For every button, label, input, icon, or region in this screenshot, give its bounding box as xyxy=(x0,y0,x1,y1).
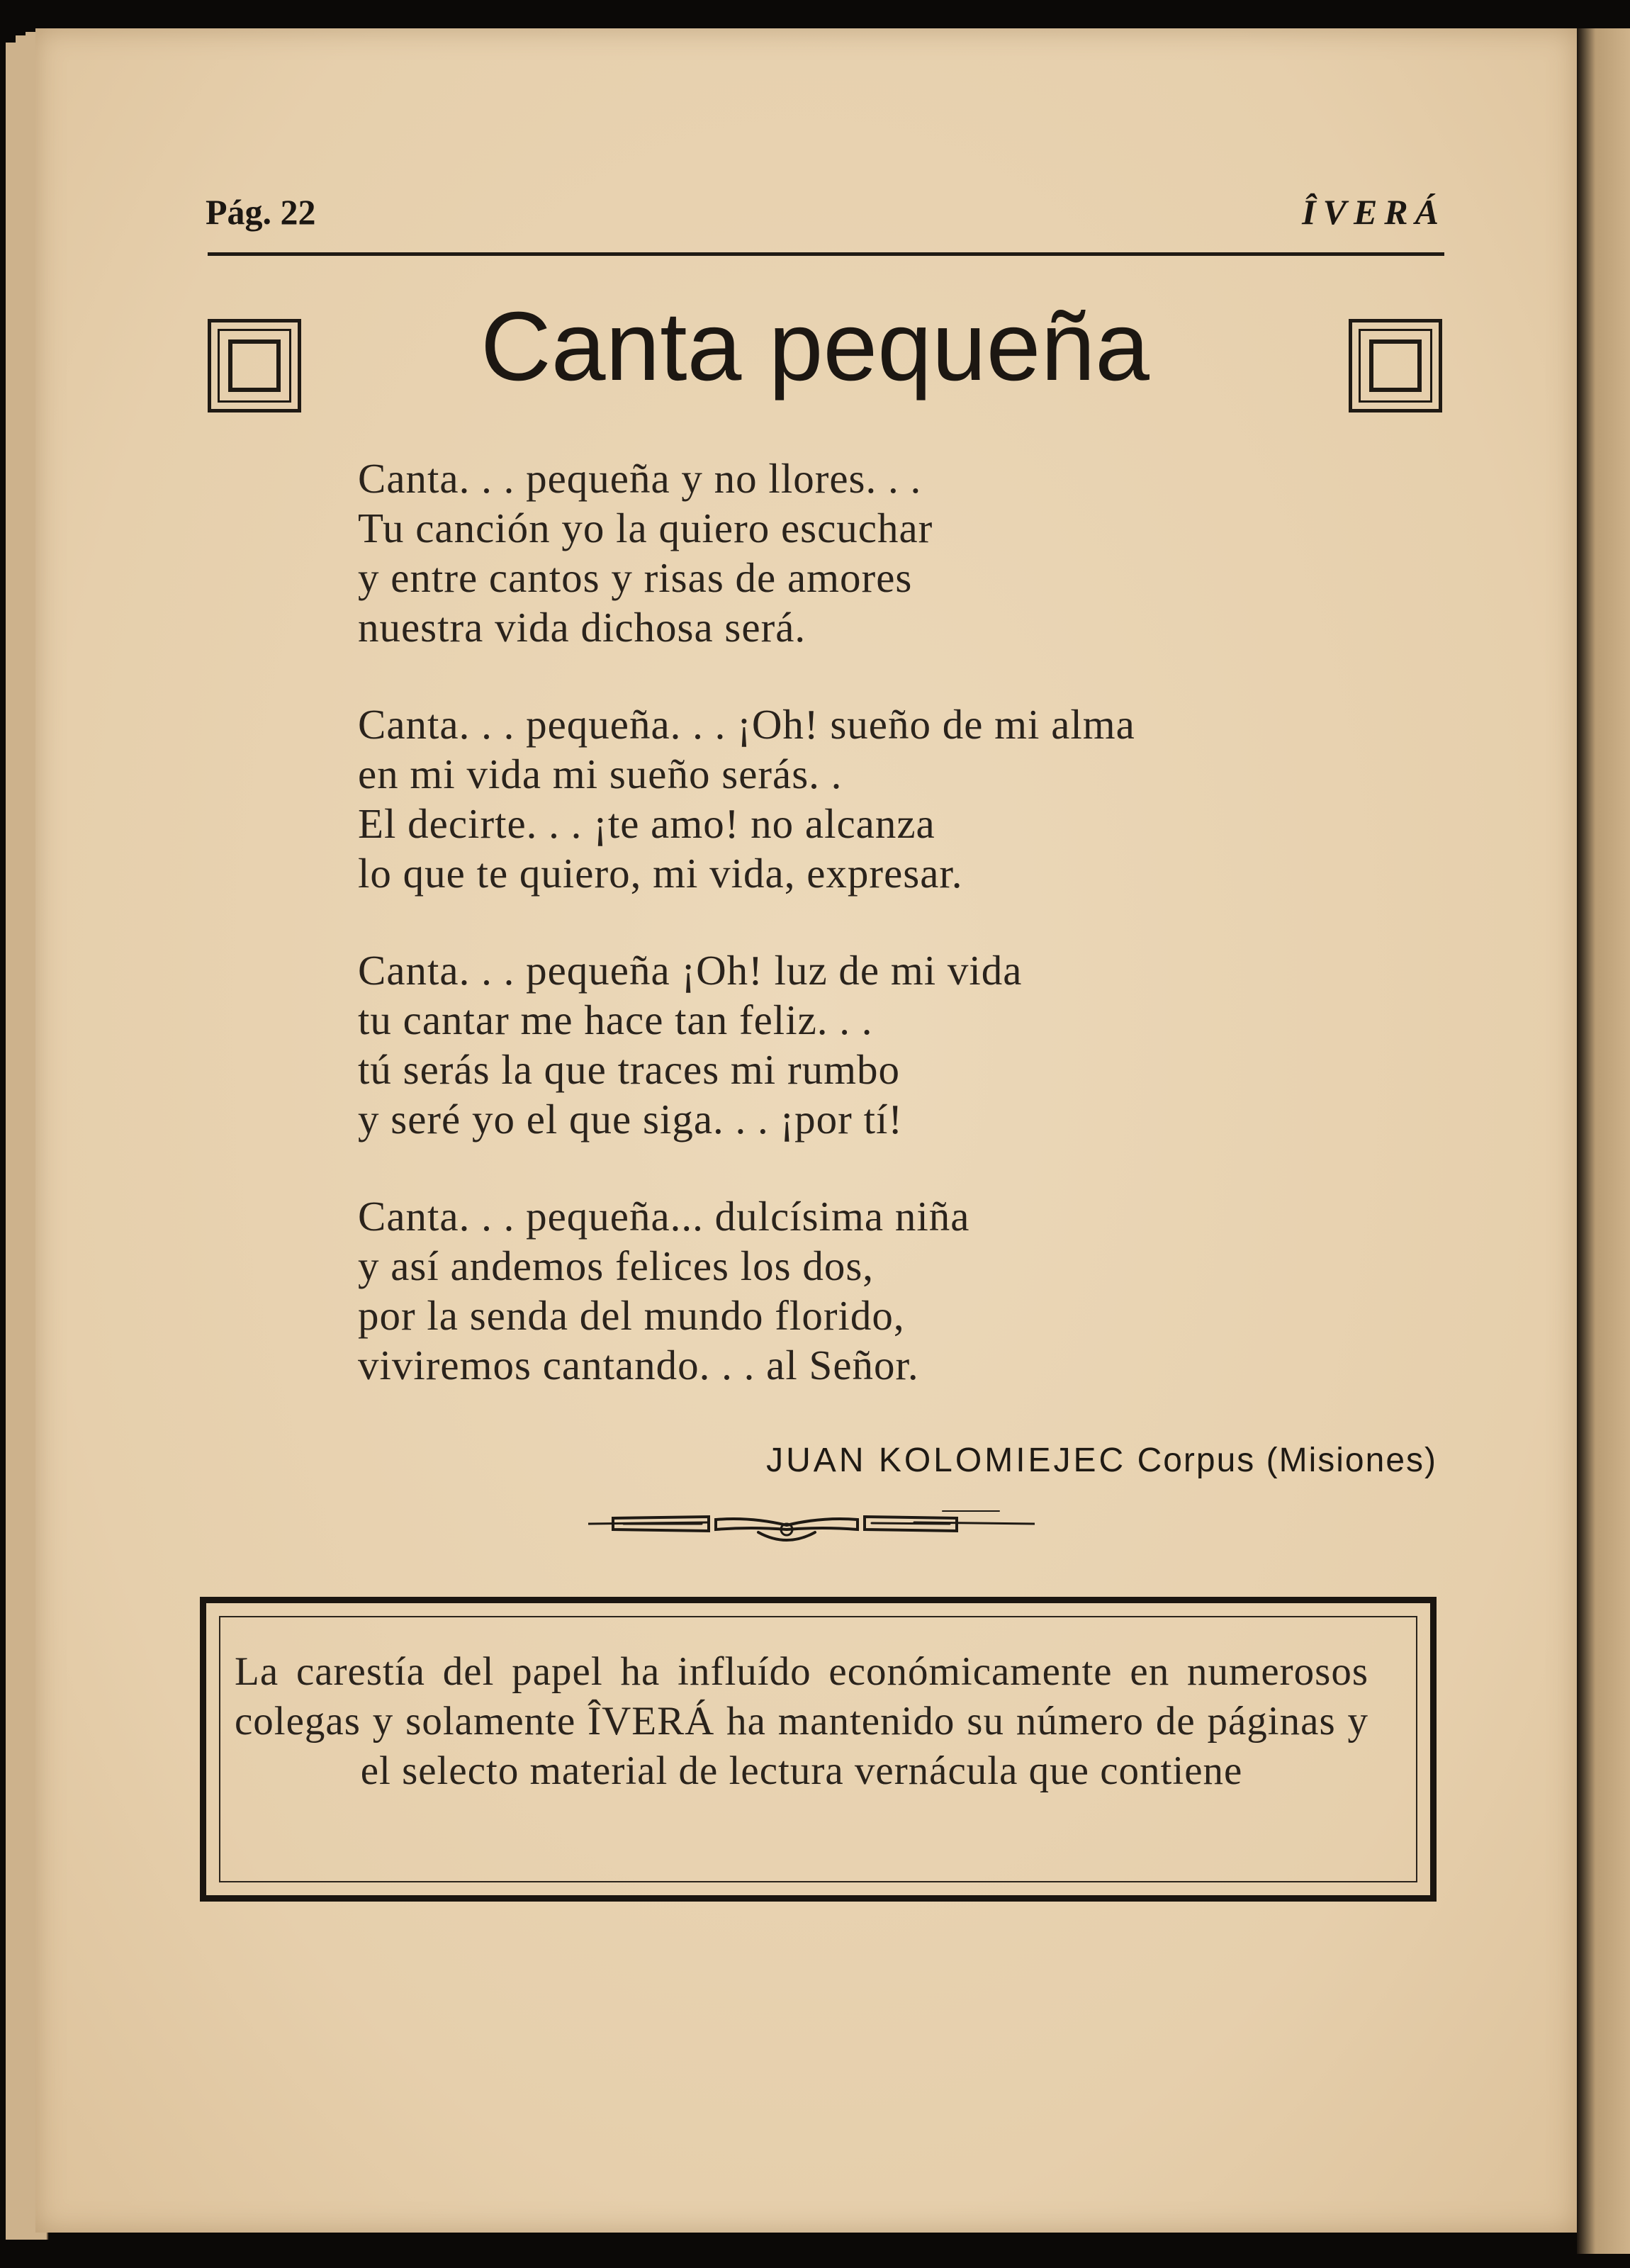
verse-line: Canta. . . pequeña. . . ¡Oh! sueño de mi alma xyxy=(358,701,1135,748)
left-square-ornament-icon xyxy=(208,319,301,412)
right-square-ornament-icon xyxy=(1349,319,1442,412)
verse-line: y así andemos felices los dos, xyxy=(358,1242,875,1289)
verse-line: Canta. . . pequeña... dulcísima niña xyxy=(358,1193,970,1240)
verse-line: lo que te quiero, mi vida, expresar. xyxy=(358,850,963,897)
author-signature xyxy=(766,1441,1437,1480)
verse-line: y seré yo el que siga. . . ¡por tí! xyxy=(358,1096,904,1143)
verse-line: Canta. . . pequeña ¡Oh! luz de mi vida xyxy=(358,947,1023,994)
page-number: Pág. 22 xyxy=(206,192,316,232)
verse-line: tu cantar me hace tan feliz. . . xyxy=(358,997,873,1043)
poem-body xyxy=(358,454,1421,1437)
stanza xyxy=(358,945,1421,1144)
notice-box xyxy=(200,1597,1437,1902)
verse-line: y entre cantos y risas de amores xyxy=(358,554,913,601)
author-place: Corpus (Misiones) xyxy=(1137,1442,1437,1479)
verse-line: en mi vida mi sueño serás. . xyxy=(358,751,843,797)
header-rule xyxy=(208,252,1444,256)
verse-line: Canta. . . pequeña y no llores. . . xyxy=(358,455,922,502)
poem-title: Canta pequeña xyxy=(480,292,1150,401)
verse-line: Tu canción yo la quiero escuchar xyxy=(358,505,933,551)
verse-line: El decirte. . . ¡te amo! no alcanza xyxy=(358,800,935,847)
ornamental-separator-icon xyxy=(588,1504,1035,1554)
verse-line: por la senda del mundo florido, xyxy=(358,1292,905,1339)
stanza xyxy=(358,700,1421,898)
author-name: JUAN KOLOMIEJEC xyxy=(766,1442,1127,1479)
notice-text: La carestía del papel ha influído económicamente en numerosos colegas y solamente ÎVERÁ ha mantenido su número de páginas y el selecto material de lectura vernácula que contiene xyxy=(235,1649,1368,1793)
verse-line: tú serás la que traces mi rumbo xyxy=(358,1046,900,1093)
verse-line: nuestra vida dichosa será. xyxy=(358,604,806,651)
adjacent-page-edge xyxy=(1577,28,1630,2254)
journal-name: ÎVERÁ xyxy=(1302,192,1446,232)
page-header xyxy=(206,191,1446,241)
stanza xyxy=(358,1191,1421,1390)
verse-line: viviremos cantando. . . al Señor. xyxy=(358,1342,919,1388)
stanza xyxy=(358,454,1421,652)
